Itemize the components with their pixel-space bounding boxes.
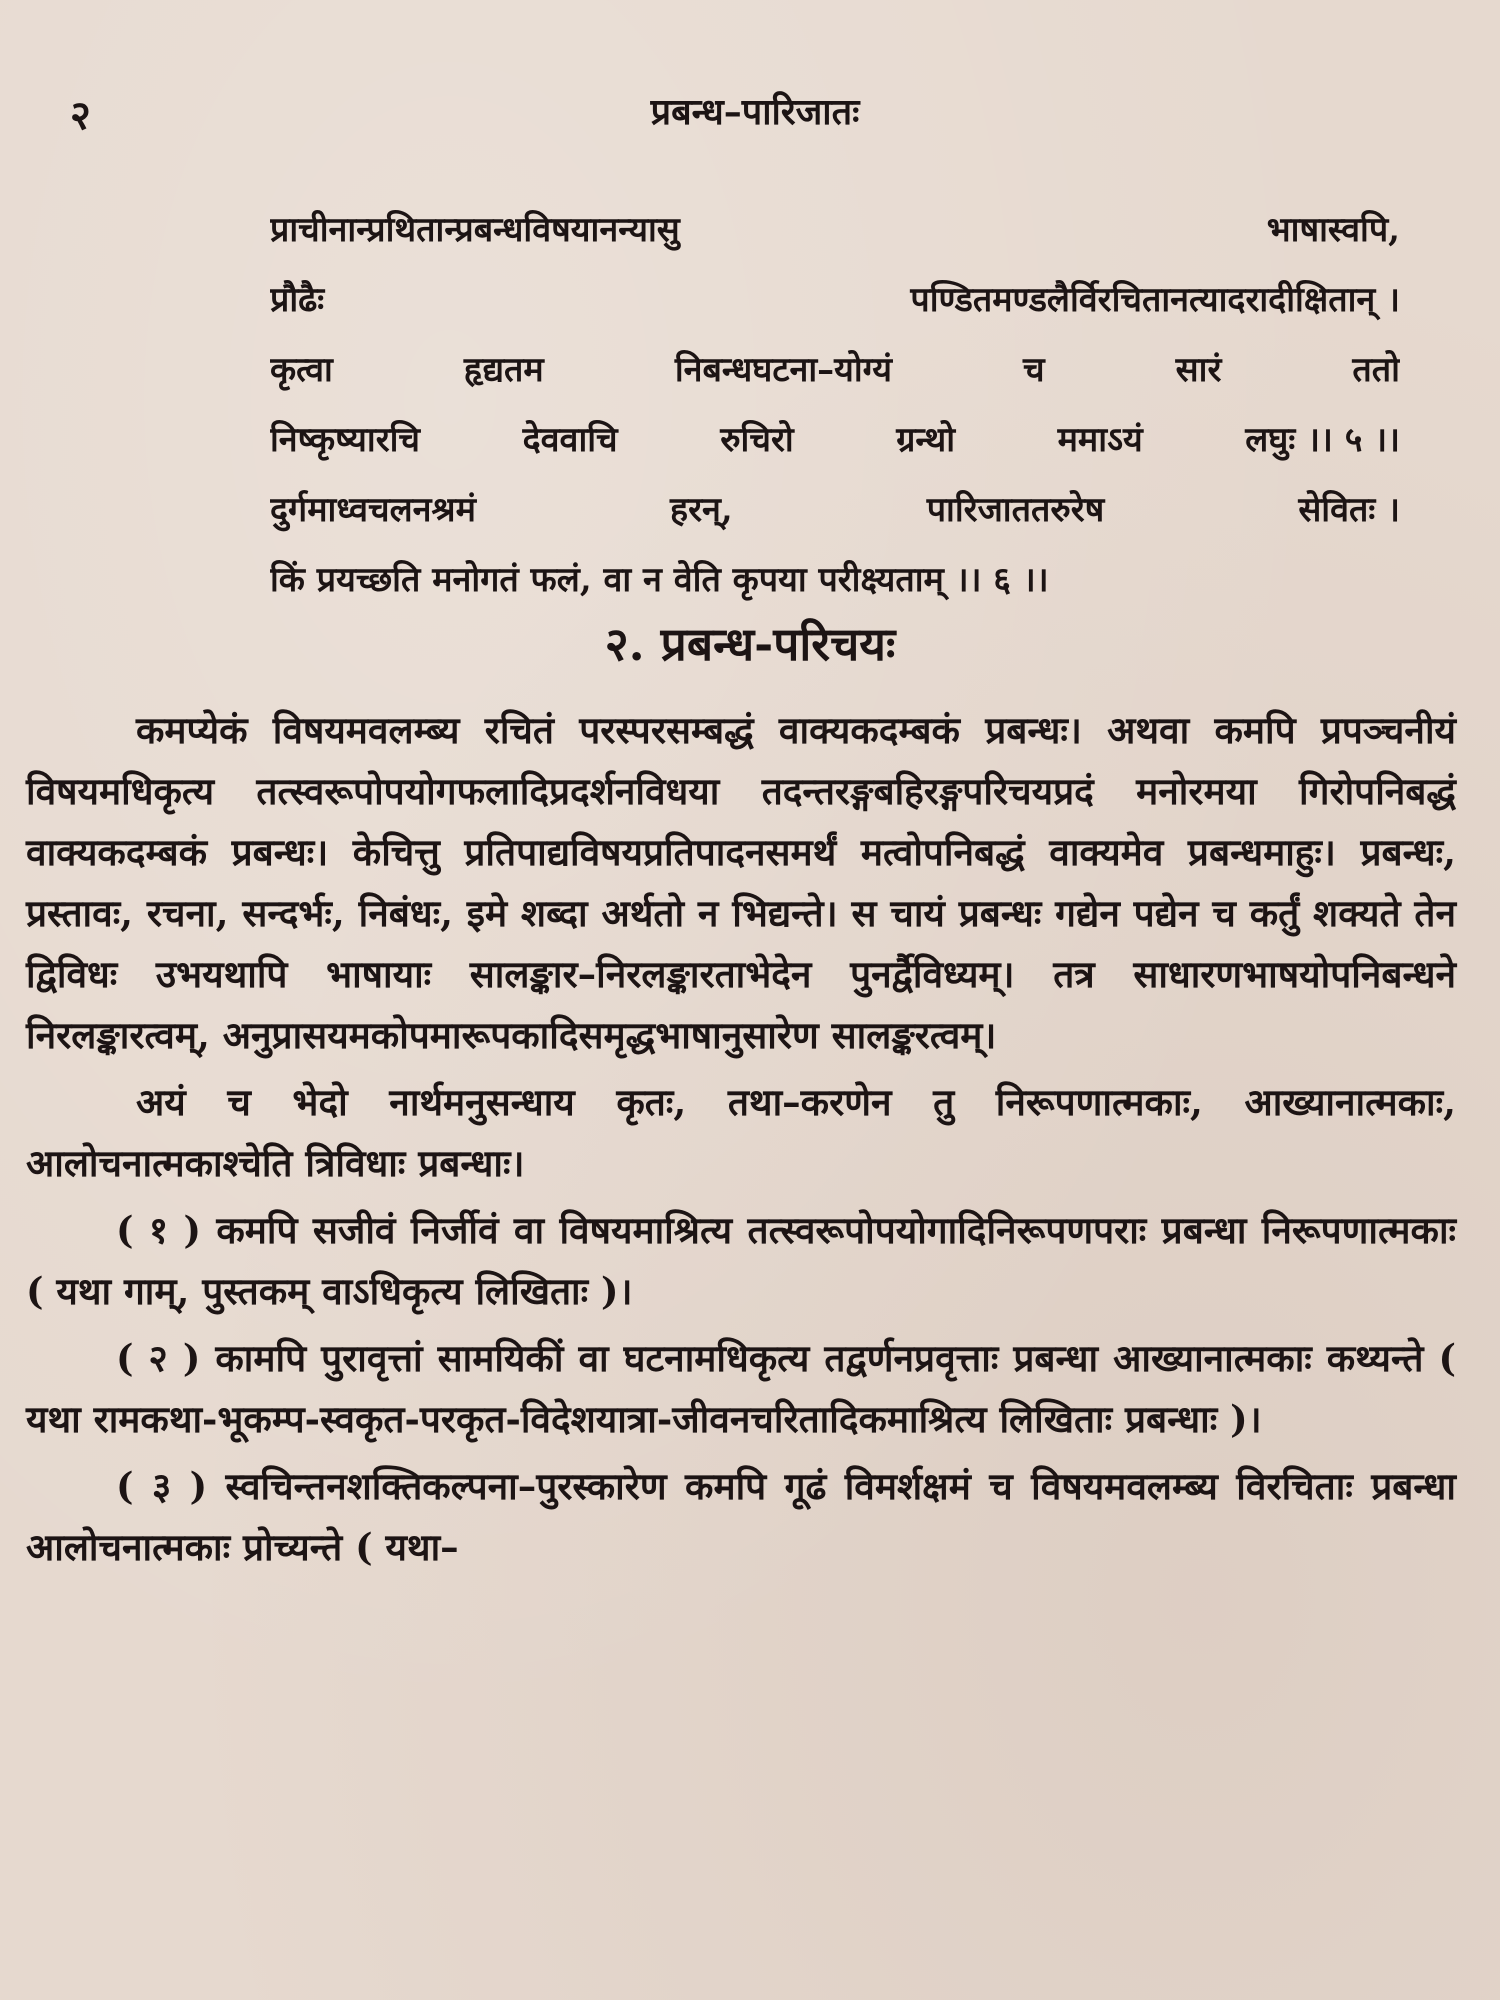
verse-word: हृद्यतम xyxy=(463,350,544,390)
verse-word: निष्कृष्यारचि xyxy=(270,420,421,460)
section-heading: २. प्रबन्ध-परिचयः xyxy=(604,617,896,671)
paragraph-classification: अयं च भेदो नार्थमनुसन्धाय कृतः, तथा–करणेन तु निरूपणात्मकाः, आख्यानात्मकाः, आलोचनात्मकाश्चेति त्रिविधाः प्रबन्धाः। xyxy=(26,1080,1456,1185)
verse-line-3 xyxy=(270,335,1400,405)
verse-word: सेवितः । xyxy=(1298,490,1400,530)
page-number: २ xyxy=(70,92,91,139)
verse-word: ततो xyxy=(1352,350,1400,390)
verse-word: ममाऽयं xyxy=(1057,420,1143,460)
verse-word: भाषास्वपि, xyxy=(1266,210,1400,250)
verse-word: दुर्गमाध्वचलनश्रमं xyxy=(270,490,476,530)
verse-word: च xyxy=(1023,350,1045,390)
verse-word: लघुः ।। ५ ।। xyxy=(1245,420,1400,460)
verse-line-1 xyxy=(270,195,1400,265)
body-text xyxy=(26,700,1456,1578)
verse-line-4 xyxy=(270,405,1400,475)
verse-word: प्रौढैः xyxy=(270,280,325,320)
running-title: प्रबन्ध–पारिजातः xyxy=(650,91,860,133)
verse-word: किं प्रयच्छति मनोगतं फलं, वा न वेति कृपया परीक्ष्यताम् ।। ६ ।। xyxy=(270,560,1049,600)
verse-block xyxy=(270,195,1400,615)
paragraph-type-3: ( ३ ) स्वचिन्तनशक्तिकल्पना–पुरस्कारेण कमपि गूढं विमर्शक्षमं च विषयमवलम्ब्य विरचिताः प्रबन्धा आलोचनात्मकाः प्रोच्यन्ते ( यथा– xyxy=(26,1464,1456,1569)
verse-word: निबन्धघटना–योग्यं xyxy=(674,350,892,390)
verse-word: ग्रन्थो xyxy=(896,420,956,460)
verse-word: रुचिरो xyxy=(720,420,794,460)
verse-word: सारं xyxy=(1175,350,1222,390)
verse-word: पण्डितमण्डलैर्विरचितानत्यादरादीक्षितान् । xyxy=(910,280,1400,320)
verse-word: प्राचीनान्प्रथितान्प्रबन्धविषयानन्यासु xyxy=(270,210,680,250)
verse-word: देववाचि xyxy=(522,420,618,460)
verse-line-2 xyxy=(270,265,1400,335)
verse-line-5 xyxy=(270,475,1400,545)
page-header xyxy=(60,86,1450,146)
verse-word: कृत्वा xyxy=(270,350,333,390)
paragraph-type-2: ( २ ) कामपि पुरावृत्तां सामयिकीं वा घटनामधिकृत्य तद्वर्णनप्रवृत्ताः प्रबन्धा आख्यानात्मकाः कथ्यन्ते ( यथा रामकथा-भूकम्प-स्वकृत-परकृत-विदेशयात्रा-जीवनचरितादिकमाश्रित्य लिखिताः प्रबन्धाः )। xyxy=(26,1336,1456,1441)
verse-line-6 xyxy=(270,545,1400,615)
paragraph-type-1: ( १ ) कमपि सजीवं निर्जीवं वा विषयमाश्रित्य तत्स्वरूपोपयोगादिनिरूपणपराः प्रबन्धा निरूपणात्मकाः ( यथा गाम्, पुस्तकम् वाऽधिकृत्य लिखिताः )। xyxy=(26,1208,1456,1313)
verse-word: हरन्, xyxy=(670,490,733,530)
paragraph-definition: कमप्येकं विषयमवलम्ब्य रचितं परस्परसम्बद्धं वाक्यकदम्बकं प्रबन्धः। अथवा कमपि प्रपञ्चनीयं विषयमधिकृत्य तत्स्वरूपोपयोगफलादिप्रदर्शनविधया तदन्तरङ्गबहिरङ्गपरिचयप्रदं मनोरमया गिरोपनिबद्धं वाक्यकदम्बकं प्रबन्धः। केचित्तु प्रतिपाद्यविषयप्रतिपादनसमर्थं मत्वोपनिबद्धं वाक्यमेव प्रबन्धमाहुः। प्रबन्धः, प्रस्तावः, रचना, सन्दर्भः, निबंधः, इमे शब्दा अर्थतो न भिद्यन्ते। स चायं प्रबन्धः गद्येन पद्येन च कर्तुं शक्यते तेन द्विविधः उभयथापि भाषायाः सालङ्कार–निरलङ्कारताभेदेन पुनर्द्वैविध्यम्। तत्र साधारणभाषयोपनिबन्धने निरलङ्कारत्वम्, अनुप्रासयमकोपमारूपकादिसमृद्धभाषानुसारेण सालङ्करत्वम्। xyxy=(26,708,1456,1057)
verse-word: पारिजाततरुरेष xyxy=(926,490,1105,530)
